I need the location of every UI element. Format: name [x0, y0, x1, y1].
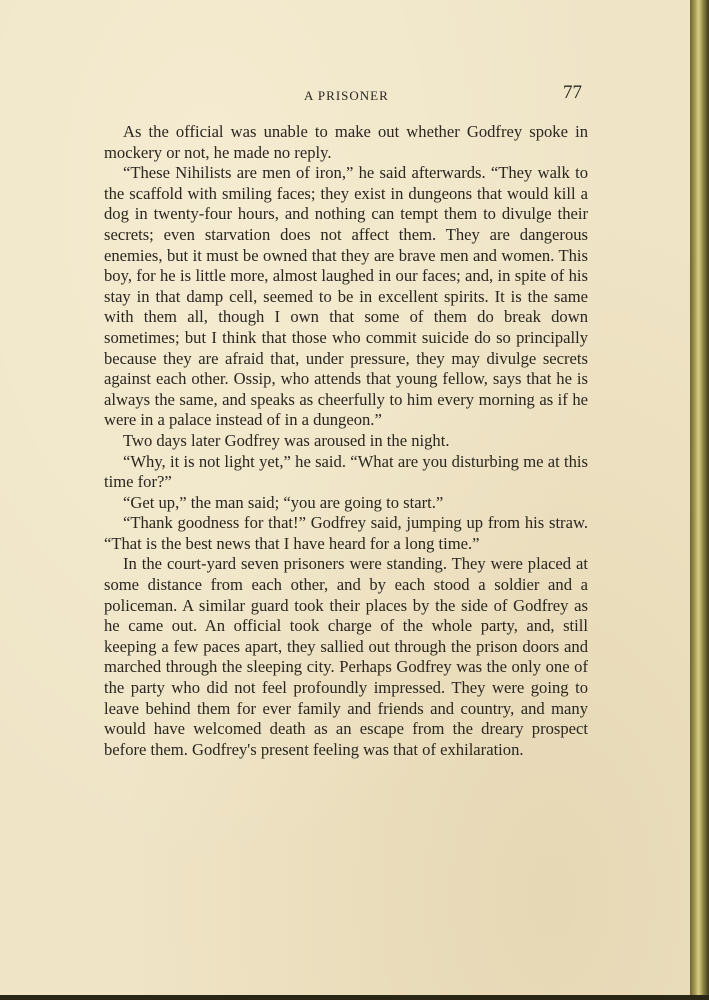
paragraph: “Get up,” the man said; “you are going to start.” [123, 492, 444, 512]
running-head: A PRISONER [304, 88, 389, 103]
paragraph: “Why, it is not light yet,” he said. “What are you disturbing me at this time for?” [104, 451, 588, 492]
page-number: 77 [563, 82, 582, 103]
page-bottom-edge [0, 995, 709, 1000]
page-header [0, 80, 690, 110]
paragraph: In the court-yard seven prisoners were standing. They were placed at some distance from each other, and by each stood a soldier and a policeman. A similar guard took their places by the side of Godfrey as he came out. An official took charge of the whole party, and, still keeping a few paces apart, they sallied out through the prison doors and marched through the sleeping city. Perhaps Godfrey was the only one of the party who did not feel profoundly impressed. They were going to leave behind them for ever family and friends and country, and many would have welcomed death as an escape from the dreary prospect before them. Godfrey's present feeling was that of exhilaration. [104, 554, 588, 759]
paragraph: Two days later Godfrey was aroused in the night. [123, 430, 450, 450]
paragraph: “These Nihilists are men of iron,” he said afterwards. “They walk to the scaffold with smiling faces; they exist in dungeons that would kill a dog in twenty-four hours, and nothing can tempt them to divulge their secrets; even starvation does not affect them. They are dangerous enemies, but it must be owned that they are brave men and women. This boy, for he is little more, almost laughed in our faces; and, in spite of his stay in that damp cell, seemed to be in excellent spirits. It is the same with them all, though I own that some of them do break down sometimes; but I think that those who commit suicide do so principally because they are afraid that, under pressure, they may divulge secrets against each other. Ossip, who attends that young fellow, says that he is always the same, and speaks as cheerfully to him every morning as if he were in a palace instead of in a dungeon.” [104, 163, 588, 430]
paragraph: As the official was unable to make out whether Godfrey spoke in mockery or not, he made no reply. [104, 122, 588, 162]
book-edge [690, 0, 709, 1000]
paragraph: “Thank goodness for that!” Godfrey said, jumping up from his straw. “That is the best news that I have heard for a long time.” [104, 513, 588, 553]
body-text [104, 122, 588, 760]
